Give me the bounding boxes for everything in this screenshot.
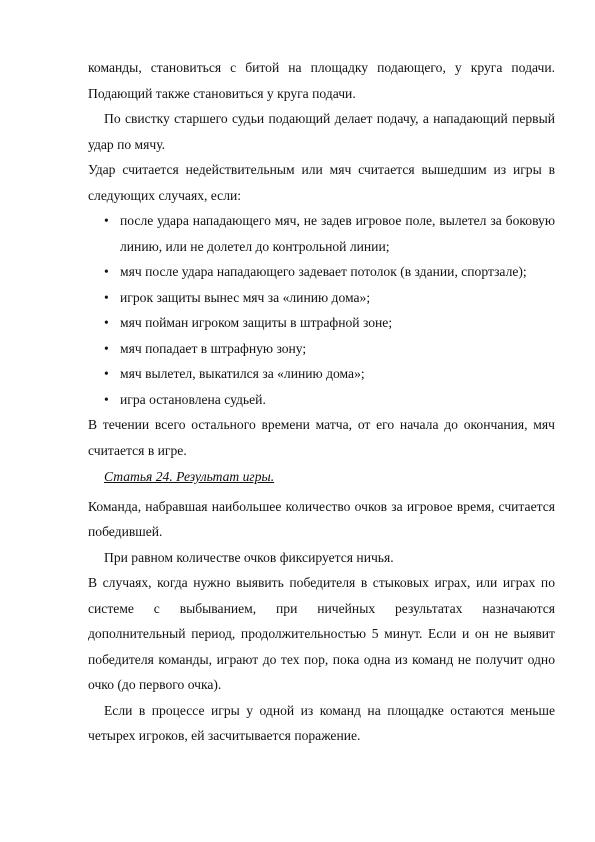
paragraph-extra-period: В случаях, когда нужно выявить победителя в стыковых играх, или играх по системе с выбыванием, при ничейных результатах назначаются дополнительный период, продолжительностью 5 минут. Если и он не выявит победителя команды, играют до тех пор, пока одна из команд не получит одно очко (до первого очка). [88,575,555,692]
paragraph-forfeit: Если в процессе игры у одной из команд на площадке остаются меньше четырех игроков, ей засчитывается поражение. [88,702,555,743]
bullet-icon: • [104,315,109,330]
paragraph-serve-signal: По свистку старшего судьи подающий делает подачу, а нападающий первый удар по мячу. [88,111,555,152]
section-heading: Статья 24. Результат игры. [104,469,275,484]
list-item [88,285,555,311]
list-item-text: игра остановлена судьей. [120,391,266,407]
list-item-text: после удара нападающего мяч, не задев игровое поле, вылетел за боковую линию, или не долетел до контрольной линии; [120,213,555,254]
list-item [88,259,555,285]
list-item-text: мяч попадает в штрафную зону; [120,340,307,356]
paragraph-winner: Команда, набравшая наибольшее количество очков за игровое время, считается победившей. [88,498,555,539]
list-item-text: игрок защиты вынес мяч за «линию дома»; [120,289,371,305]
list-item-text: мяч пойман игроком защиты в штрафной зоне; [120,315,393,330]
list-item [88,387,555,413]
paragraph-team-positions: команды, становиться с битой на площадку подающего, у круга подачи. Подающий также становиться у круга подачи. [88,60,555,101]
invalid-hit-list [88,208,555,412]
bullet-icon: • [104,264,109,279]
list-item [88,361,555,387]
list-item [88,310,555,336]
document-body [88,55,555,749]
bullet-icon: • [104,366,109,381]
list-item [88,208,555,259]
paragraph-draw: При равном количестве очков фиксируется ничья. [104,549,394,565]
list-item [88,336,555,362]
bullet-icon: • [104,289,109,305]
paragraph-invalid-hit-intro: Удар считается недействительным или мяч считается вышедшим из игры в следующих случаях, если: [88,162,555,203]
list-item-text: мяч вылетел, выкатился за «линию дома»; [120,366,365,381]
bullet-icon: • [104,340,109,356]
list-item-text: мяч после удара нападающего задевает потолок (в здании, спортзале); [120,264,527,279]
bullet-icon: • [104,213,109,228]
paragraph-ball-in-play: В течении всего остального времени матча, от его начала до окончания, мяч считается в игре. [88,417,555,458]
bullet-icon: • [104,391,109,407]
